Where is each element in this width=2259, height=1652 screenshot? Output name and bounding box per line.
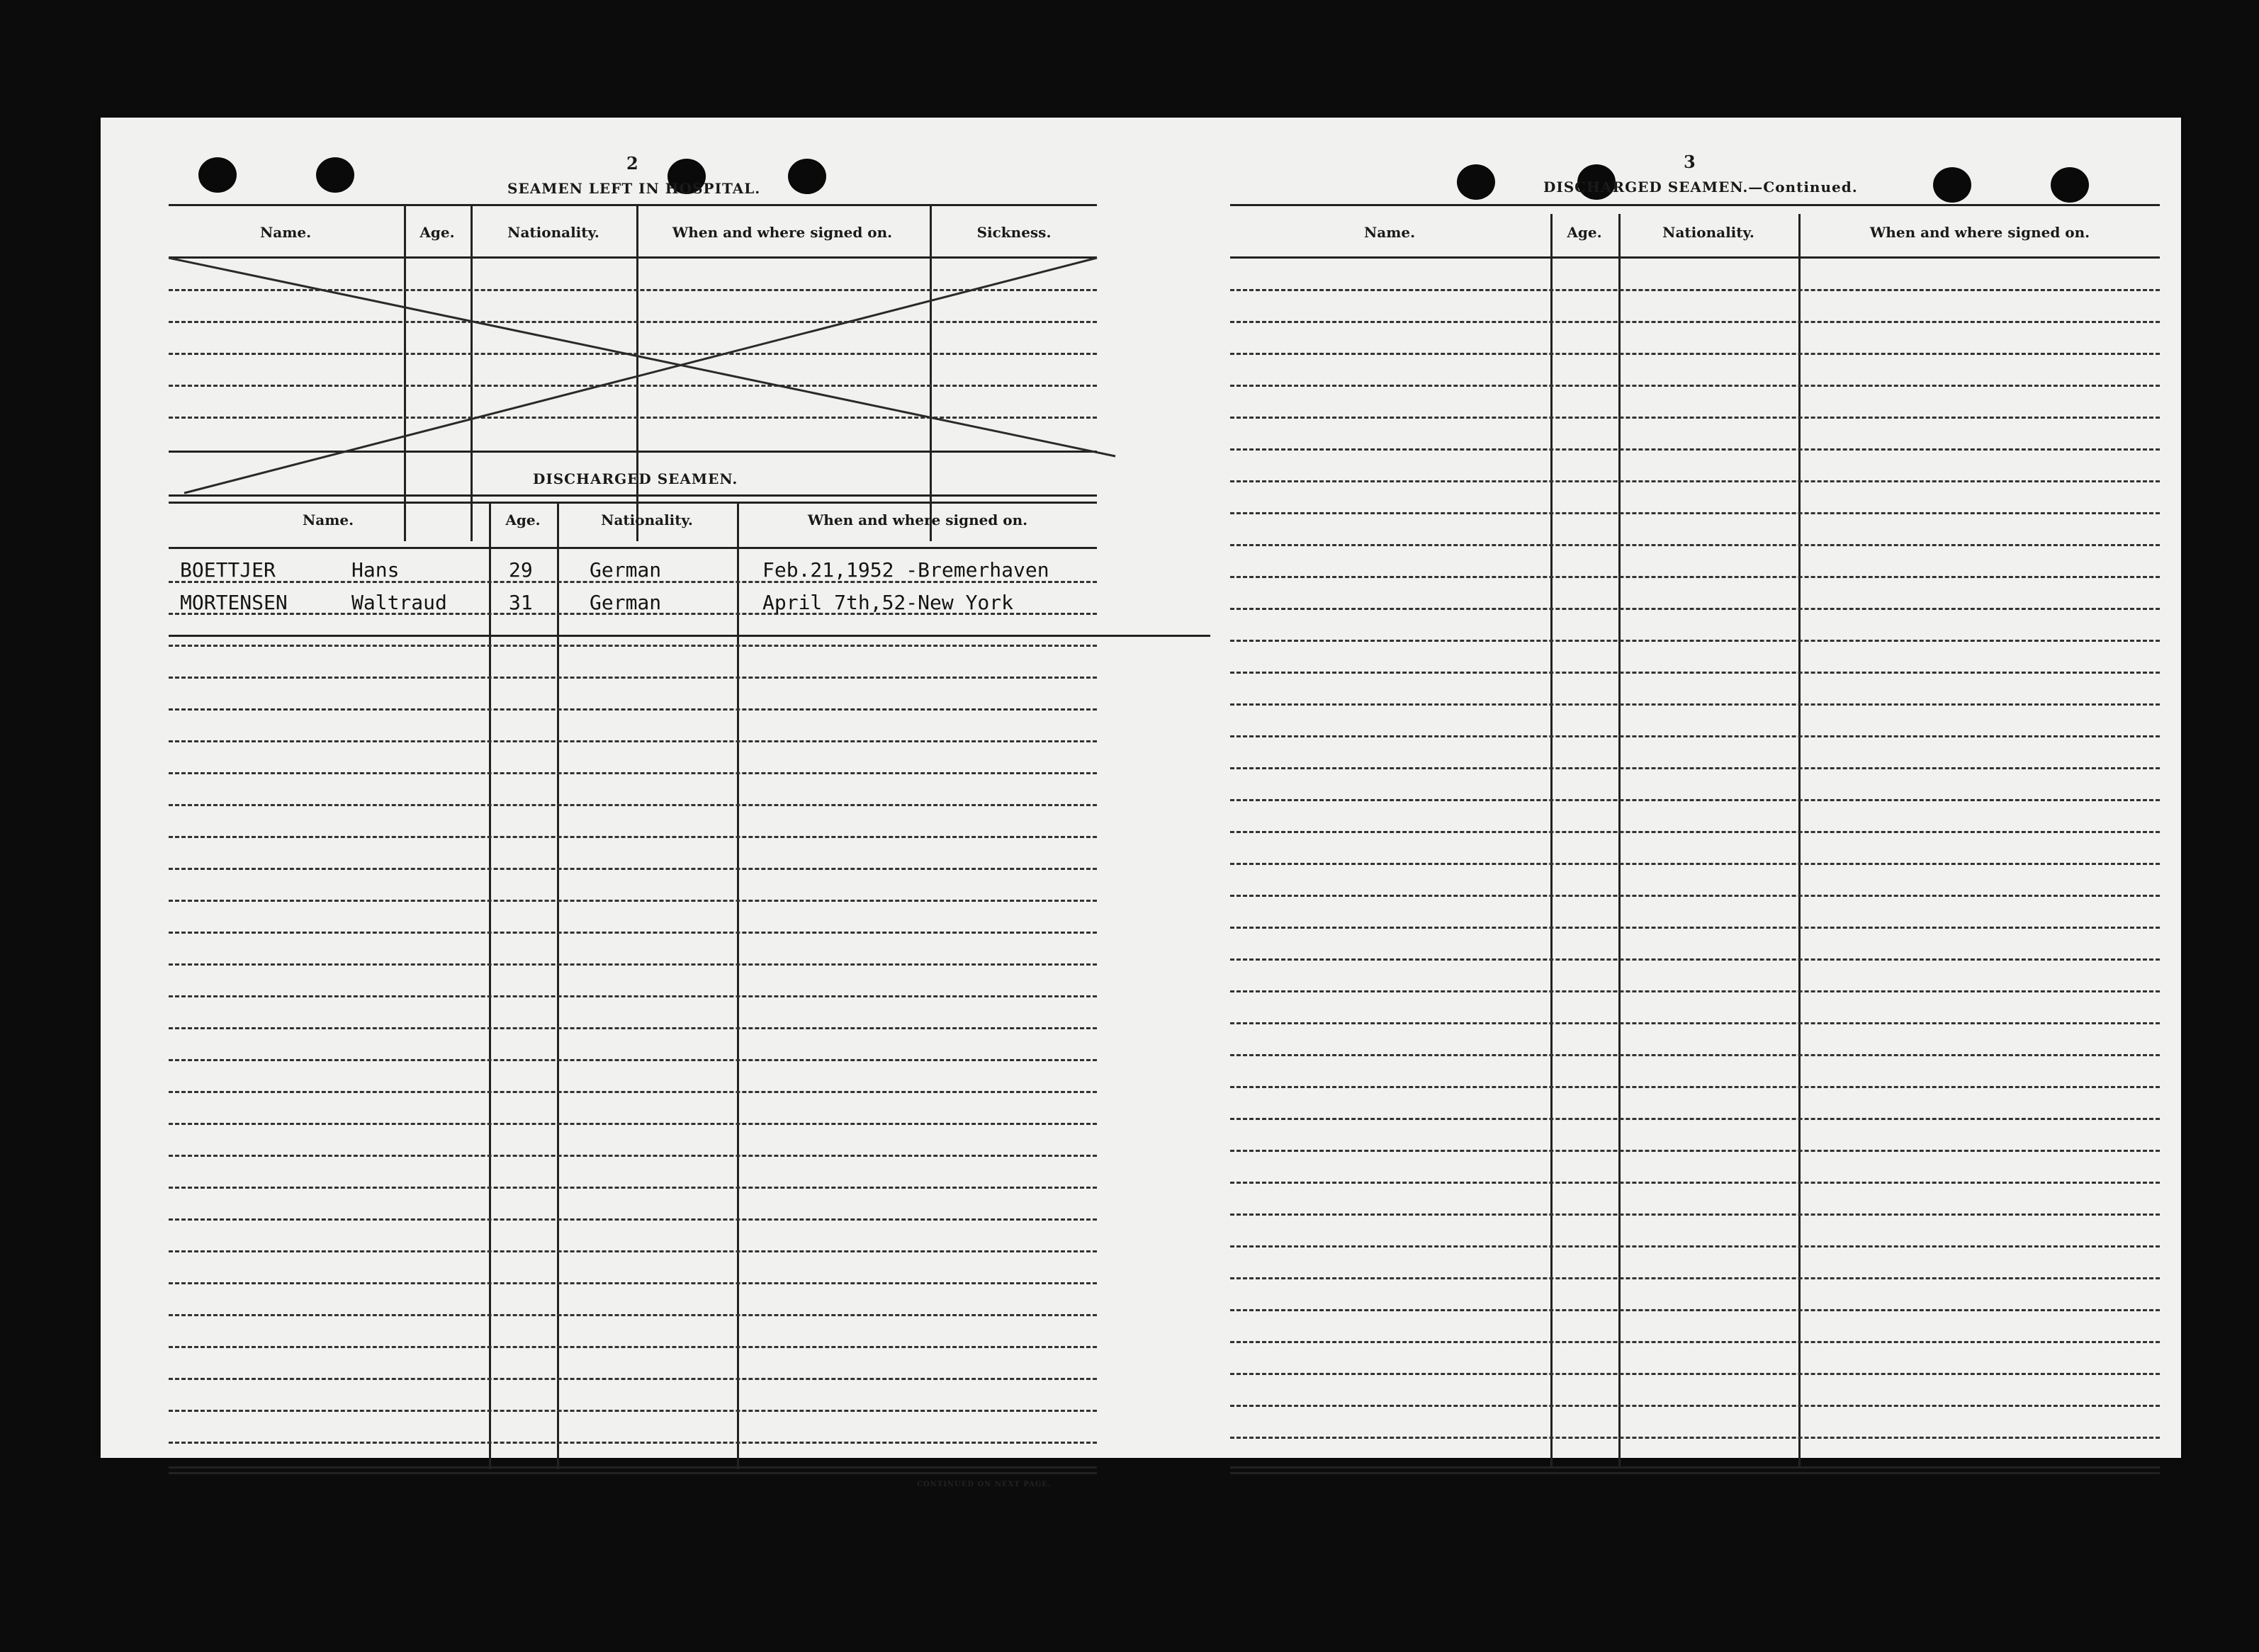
entry-age: 29 — [509, 558, 533, 582]
dotted-ruling-line — [1230, 703, 2160, 706]
dotted-ruling-line — [169, 1346, 1097, 1348]
hospital-section-title: SEAMEN LEFT IN HOSPITAL. — [507, 180, 761, 197]
dotted-ruling-line — [1230, 289, 2160, 291]
entry-signed-on: Feb.21,1952 -Bremerhaven — [762, 558, 1049, 582]
hospital-col-name: Name. — [259, 224, 312, 241]
right-col-signed-on: When and where signed on. — [1869, 224, 2090, 241]
right-col-nationality: Nationality. — [1662, 224, 1754, 241]
dotted-ruling-line — [169, 740, 1097, 742]
dotted-ruling-line — [169, 1027, 1097, 1029]
discharged-col-nationality: Nationality. — [601, 511, 693, 528]
dotted-ruling-line — [1230, 1150, 2160, 1152]
dotted-ruling-line — [1230, 512, 2160, 514]
entry-nationality: German — [590, 558, 662, 582]
dotted-ruling-line — [1230, 1022, 2160, 1024]
dotted-ruling-line — [1230, 321, 2160, 323]
dotted-ruling-line — [1230, 735, 2160, 737]
dotted-ruling-line — [169, 677, 1097, 679]
entry-nationality: German — [590, 591, 662, 614]
discharged-col-signed-on: When and where signed on. — [807, 511, 1028, 528]
punch-hole — [1933, 167, 1971, 203]
entry-given-name: Waltraud — [351, 591, 447, 614]
dotted-ruling-line — [1230, 480, 2160, 482]
dotted-ruling-line — [1230, 831, 2160, 833]
left-page-number: 2 — [626, 153, 638, 174]
entry-surname: BOETTJER — [180, 558, 276, 582]
dotted-ruling-line — [1230, 958, 2160, 961]
dotted-ruling-line — [1230, 895, 2160, 897]
dotted-ruling-line — [169, 1059, 1097, 1061]
dotted-ruling-line — [169, 772, 1097, 774]
discharged-top-rule — [169, 494, 1097, 497]
dotted-ruling-line — [1230, 1309, 2160, 1311]
dotted-ruling-line — [1230, 640, 2160, 642]
dotted-ruling-line — [1230, 608, 2160, 610]
dotted-ruling-line — [1230, 1245, 2160, 1248]
discharged-col-age: Age. — [505, 511, 541, 528]
right-bottom-rule-2 — [1230, 1472, 2160, 1474]
hospital-col-sickness: Sickness. — [976, 224, 1052, 241]
dotted-ruling-line — [1230, 1341, 2160, 1343]
dotted-ruling-line — [169, 1123, 1097, 1125]
dotted-ruling-line — [169, 1282, 1097, 1284]
right-header-rule — [1230, 256, 2160, 259]
dotted-ruling-line — [169, 1091, 1097, 1093]
dotted-ruling-line — [1230, 1086, 2160, 1088]
dotted-ruling-line — [1230, 353, 2160, 355]
discharged-header-rule — [169, 547, 1097, 549]
right-col-name: Name. — [1363, 224, 1416, 241]
hospital-col-age: Age. — [419, 224, 455, 241]
discharged-col-name: Name. — [302, 511, 354, 528]
dotted-ruling-line — [1230, 544, 2160, 546]
right-table-top-rule — [1230, 204, 2160, 206]
dotted-ruling-line — [1230, 799, 2160, 801]
discharged-top-rule-2 — [169, 502, 1097, 504]
entry-given-name: Hans — [351, 558, 400, 582]
dotted-ruling-line — [169, 1187, 1097, 1189]
dotted-ruling-line — [1230, 863, 2160, 865]
dotted-ruling-line — [1230, 990, 2160, 992]
hospital-col-signed-on: When and where signed on. — [672, 224, 893, 241]
document-spread — [101, 118, 2181, 1488]
dotted-ruling-line — [1230, 1213, 2160, 1216]
right-col-divider — [1618, 214, 1621, 1468]
right-bottom-rule — [1230, 1466, 2160, 1469]
dotted-ruling-line — [1230, 576, 2160, 578]
dotted-ruling-line — [169, 645, 1097, 647]
dotted-ruling-line — [169, 900, 1097, 902]
dotted-ruling-line — [1230, 1277, 2160, 1279]
discharged-bottom-rule — [169, 1466, 1097, 1469]
dotted-ruling-line — [169, 1250, 1097, 1252]
entry-age: 31 — [509, 591, 533, 614]
dotted-ruling-line — [1230, 1182, 2160, 1184]
dotted-ruling-line — [1230, 767, 2160, 769]
discharged-section-title: DISCHARGED SEAMEN. — [533, 470, 738, 487]
dotted-ruling-line — [169, 1155, 1097, 1157]
dotted-ruling-line — [169, 868, 1097, 870]
right-col-divider — [1550, 214, 1553, 1468]
dotted-ruling-line — [1230, 385, 2160, 387]
dotted-ruling-line — [169, 932, 1097, 934]
entry-signed-on: April 7th,52-New York — [762, 591, 1014, 614]
dotted-ruling-line — [1230, 417, 2160, 419]
right-col-divider — [1798, 214, 1801, 1468]
dotted-ruling-line — [169, 708, 1097, 711]
dotted-ruling-line — [169, 1314, 1097, 1316]
discharged-entries-rule — [169, 635, 1210, 637]
discharged-bottom-rule-2 — [169, 1472, 1097, 1474]
dotted-ruling-line — [169, 836, 1097, 838]
dotted-ruling-line — [169, 1218, 1097, 1221]
dotted-ruling-line — [169, 963, 1097, 966]
dotted-ruling-line — [169, 804, 1097, 806]
punch-hole — [1457, 164, 1495, 200]
dotted-ruling-line — [1230, 1118, 2160, 1120]
dotted-ruling-line — [1230, 448, 2160, 451]
dotted-ruling-line — [1230, 672, 2160, 674]
dotted-ruling-line — [169, 1378, 1097, 1380]
right-page-number: 3 — [1684, 152, 1696, 172]
right-col-age: Age. — [1567, 224, 1602, 241]
dotted-ruling-line — [1230, 1437, 2160, 1439]
entry-surname: MORTENSEN — [180, 591, 288, 614]
dotted-ruling-line — [169, 1442, 1097, 1444]
dotted-ruling-line — [1230, 1373, 2160, 1375]
dotted-ruling-line — [1230, 1054, 2160, 1056]
hospital-col-nationality: Nationality. — [507, 224, 599, 241]
dotted-ruling-line — [169, 995, 1097, 997]
dotted-ruling-line — [1230, 1405, 2160, 1407]
right-section-title: DISCHARGED SEAMEN.—Continued. — [1543, 179, 1858, 196]
dotted-ruling-line — [169, 1410, 1097, 1412]
dotted-ruling-line — [1230, 927, 2160, 929]
punch-hole — [2051, 167, 2089, 203]
continued-footer: CONTINUED ON NEXT PAGE. — [917, 1481, 1052, 1488]
strike-through-cross — [101, 118, 1164, 514]
